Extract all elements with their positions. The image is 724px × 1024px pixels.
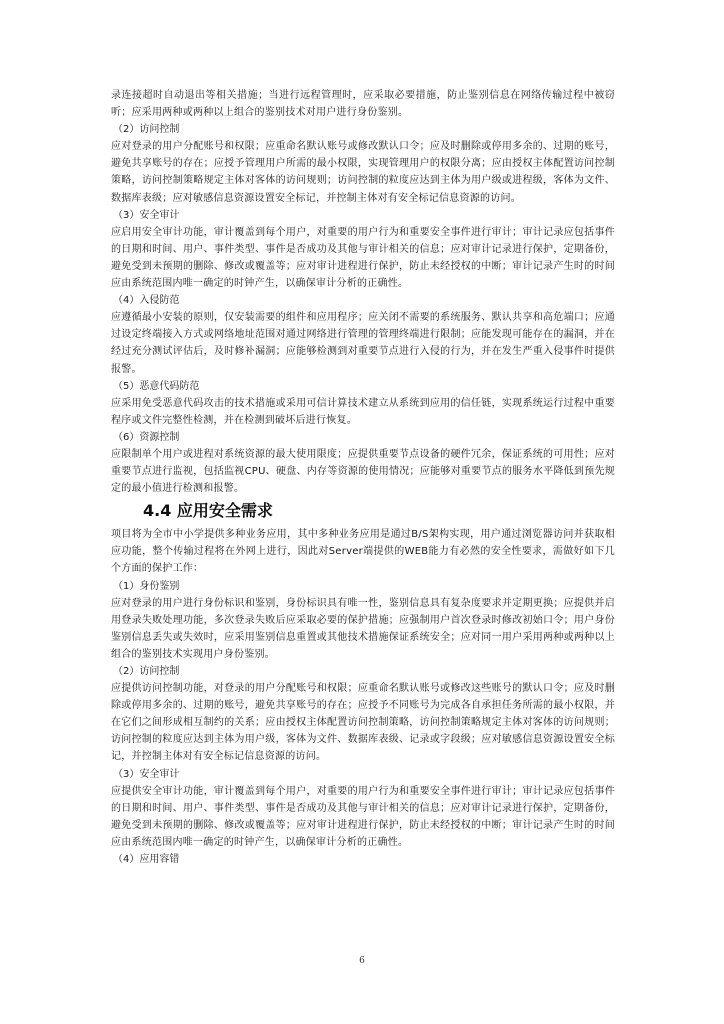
subheading-resource-control: （6）资源控制 [113,431,180,443]
subheading-identity-authentication: （1）身份鉴别 [113,580,180,592]
subheading-security-audit-2: （3）安全审计 [113,768,180,780]
paragraph-security-audit: 应启用安全审计功能，审计覆盖到每个用户，对重要的用户行为和重要安全事件进行审计；审计记录应包括事件的日期和时间、用户、事件类型、事件是否成功及其他与审计相关的信息；应对审计记录进行保护，定期备份，避免受到未预期的删除、修改或覆盖等；应对审计进程进行保护，防止未经授权的中断；审计记录产生时的时间应由系统范围内唯一确定的时钟产生，以确保审计分析的正确性。 [111,226,615,290]
page-body [111,87,615,868]
paragraph-application-intro: 项目将为全市中小学提供多种业务应用，其中多种业务应用是通过B/S架构实现，用户通过浏览器访问并获取相应功能，整个传输过程将在外网上进行，因此对Server端提供的WEB能力有必然的安全性要求，需做好如下几个方面的保护工作： [111,529,615,575]
page-number: 6 [359,956,365,966]
paragraph-security-audit-2: 应提供安全审计功能，审计覆盖到每个用户，对重要的用户行为和重要安全事件进行审计；审计记录应包括事件的日期和时间、用户、事件类型、事件是否成功及其他与审计相关的信息；应对审计记录进行保护，定期备份，避免受到未预期的删除、修改或覆盖等；应对审计进程进行保护，防止未经授权的中断；审计记录产生时的时间应由系统范围内唯一确定的时钟产生，以确保审计分析的正确性。 [111,785,615,848]
subheading-access-control: （2）访问控制 [113,124,180,136]
paragraph-malware-prevention: 应采用免受恶意代码攻击的技术措施或采用可信计算技术建立从系统到应用的信任链，实现系统运行过程中重要程序或文件完整性检测，并在检测到破坏后进行恢复。 [111,397,615,426]
paragraph-access-control-2: 应提供访问控制功能，对登录的用户分配账号和权限；应重命名默认账号或修改这些账号的默认口令；应及时删除或停用多余的、过期的账号，避免共享账号的存在；应授予不同账号为完成各自承担任务所需的最小权限，并在它们之间形成相互制约的关系；应由授权主体配置访问控制策略，访问控制策略规定主体对客体的访问规则；访问控制的粒度应达到主体为用户级，客体为文件、数据库表级、记录或字段级；应对敏感信息资源设置安全标记，并控制主体对有安全标记信息资源的访问。 [111,683,615,763]
subheading-malware-prevention: （5）恶意代码防范 [113,380,200,392]
paragraph-session-timeout: 录连接超时自动退出等相关措施；当进行远程管理时，应采取必要措施，防止鉴别信息在网络传输过程中被窃听；应采用两种或两种以上组合的鉴别技术对用户进行身份鉴别。 [111,90,615,119]
subheading-security-audit: （3）安全审计 [113,209,180,221]
subheading-intrusion-prevention: （4）入侵防范 [113,295,180,307]
paragraph-identity-authentication: 应对登录的用户进行身份标识和鉴别，身份标识具有唯一性，鉴别信息具有复杂度要求并定期更换；应提供并启用登录失败处理功能，多次登录失败后应采取必要的保护措施；应强制用户首次登录时修改初始口令；用户身份鉴别信息丢失或失效时，应采用鉴别信息重置或其他技术措施保证系统安全；应对同一用户采用两种或两种以上组合的鉴别技术实现用户身份鉴别。 [111,597,615,660]
subheading-fault-tolerance: （4）应用容错 [113,854,180,866]
subheading-access-control-2: （2）访问控制 [113,666,180,677]
paragraph-access-control: 应对登录的用户分配账号和权限；应重命名默认账号或修改默认口令；应及时删除或停用多余的、过期的账号，避免共享账号的存在；应授予管理用户所需的最小权限，实现管理用户的权限分离；应由授权主体配置访问控制策略，访问控制策略规定主体对客体的访问规则；访问控制的粒度应达到主体为用户级或进程级，客体为文件、数据库表级；应对敏感信息资源设置安全标记，并控制主体对有安全标记信息资源的访问。 [111,141,615,204]
paragraph-intrusion-prevention: 应遵循最小安装的原则，仅安装需要的组件和应用程序；应关闭不需要的系统服务、默认共享和高危端口；应通过设定终端接入方式或网络地址范围对通过网络进行管理的管理终端进行限制；应能发现可能存在的漏洞，并在经过充分测试评估后，及时修补漏洞；应能够检测到对重要节点进行入侵的行为，并在发生严重入侵事件时提供报警。 [111,312,615,375]
section-heading-application-security: 4.4 应用安全需求 [143,501,273,521]
paragraph-resource-control: 应限制单个用户或进程对系统资源的最大使用限度；应提供重要节点设备的硬件冗余，保证系统的可用性；应对重要节点进行监视，包括监视CPU、硬盘、内存等资源的使用情况；应能够对重要节点的服务水平降低到预先规定的最小值进行检测和报警。 [111,448,615,495]
